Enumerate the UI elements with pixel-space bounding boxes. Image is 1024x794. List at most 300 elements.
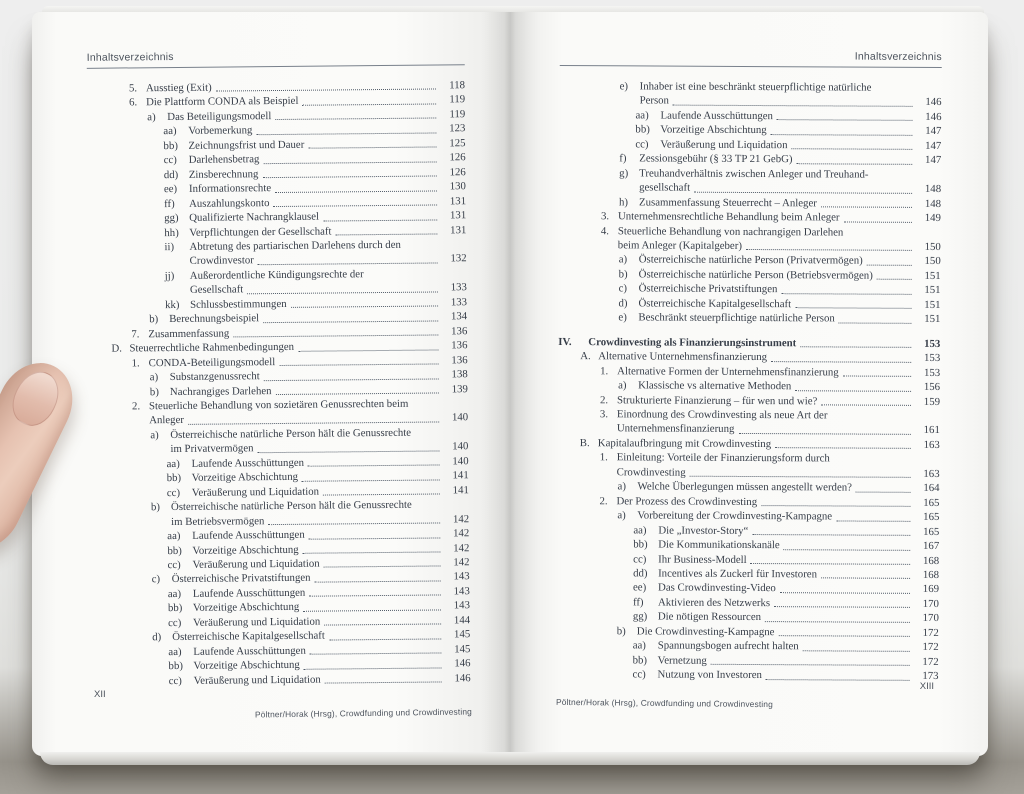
toc-entry-text: Beschränkt steuerpflichtige natürliche Person [638,311,835,325]
toc-entry-label: a) [617,480,626,493]
toc-entry [89,266,467,299]
page-left-content [87,48,472,758]
toc-entry-text: Veräußerung und Liquidation [193,673,321,687]
toc-entry-body [639,152,941,168]
dot-leader [303,551,441,553]
toc-entry-text: Die Crowdinvesting-Kampagne [636,625,775,638]
toc-entry-text: Unternehmensfinanzierung [616,422,735,436]
toc-entry-text: Veräußerung und Liquidation [192,557,320,571]
toc-entry-text: Laufende Ausschüttungen [191,456,305,470]
dot-leader [310,653,442,655]
toc-page-number: 131 [450,223,467,236]
toc-page-number: 165 [923,496,940,509]
toc-entry-body [639,253,941,269]
dot-leader [761,505,910,507]
toc-entry-label: cc) [632,668,646,681]
toc-entry-body [639,166,941,196]
toc-entry-text: Strukturierte Finanzierung – für wen und wie? [616,393,818,407]
toc-entry-label: bb) [168,660,183,673]
toc-page-number: 131 [449,209,467,222]
dot-leader [276,392,439,395]
dot-leader [309,595,441,597]
toc-entry-body [639,267,941,283]
toc-entry-text: Berechnungsbeispiel [169,312,260,326]
dot-leader [315,580,441,582]
toc-page-number: 125 [449,137,466,150]
toc-page-number: 145 [453,628,471,641]
toc-entry-label: b) [150,501,161,514]
page-header: Inhaltsverzeichnis [560,49,942,68]
dot-leader [795,307,911,309]
toc-entry-text: Österreichische Privatstiftungen [171,572,311,586]
toc-entry-label: dd) [633,567,648,580]
toc-page-number: 123 [449,122,466,135]
toc-entry-label: d) [152,631,162,644]
toc-page-number: 151 [924,284,941,297]
toc-entry-label: b) [618,268,628,281]
toc-entry-label: a) [618,253,628,266]
dot-leader [821,404,911,405]
toc-entry-text: Laufende Ausschüttungen [192,586,306,600]
toc-entry-body [617,451,940,482]
toc-page-number: 163 [923,438,940,451]
toc-page-number: 169 [922,583,940,596]
toc-page-number: 126 [449,165,466,179]
toc-entry [90,396,468,429]
toc-entry-text: Zusammenfassung [148,327,230,340]
dot-leader [821,206,912,207]
toc-entry-text: Die nötigen Ressourcen [657,610,762,624]
dot-leader [784,549,911,551]
dot-leader [279,364,438,367]
toc-entry-body [171,497,469,529]
toc-entry [557,494,939,510]
toc-entry-label: jj) [164,269,175,282]
dot-leader [323,219,437,221]
book-page-left [32,12,510,756]
dot-leader [774,606,910,608]
toc-entry-label: bb) [632,654,648,667]
toc-entry-text: Steuerrechtliche Rahmenbedingungen [129,341,295,355]
dot-leader [765,621,910,623]
toc-entry-text: Österreichische Kapitalgesellschaft [172,629,325,644]
dot-leader [797,163,913,165]
toc-entry-text: Person [639,94,670,108]
dot-leader [775,447,911,449]
dot-leader [877,279,912,280]
toc-entry-body [149,396,468,428]
toc-entry-label: 2. [599,393,609,406]
toc-page-number: 143 [453,585,470,598]
toc-entry-label: 1. [599,451,608,464]
toc-entry-label: aa) [632,639,646,652]
toc-entry-body [660,108,941,124]
toc-entry-text: Aktivieren des Netzwerks [657,596,771,609]
toc-entry-body [658,523,939,539]
dot-leader [258,450,440,453]
toc-entry-body [638,296,940,312]
toc-entry-body [638,311,940,327]
toc-entry-label: cc) [633,552,647,565]
toc-entry-label: IV. [558,335,572,348]
toc-entry-text: Die „Investor-Story“ [658,524,749,537]
toc-entry-text: Laufende Ausschüttungen [192,528,305,542]
toc-entry-body [194,671,471,688]
dot-leader [856,491,911,492]
dot-leader [867,265,912,266]
toc-entry-text: Vorbemerkung [188,124,253,138]
dot-leader [258,262,438,265]
dot-leader [275,190,437,193]
toc-page-number: 132 [450,252,467,265]
toc-entry-body [658,639,939,655]
toc-entry-text: Spannungsbogen aufrecht halten [657,639,799,653]
toc-entry-text: Qualifizierte Nachrangklausel [189,210,320,224]
toc-entry-label: aa) [635,109,649,122]
toc-entry-body [658,581,939,597]
toc-entry-body [660,123,941,139]
toc-entry-text: Einordnung des Crowdinvesting als neue Art der [616,408,828,422]
dot-leader [836,520,910,521]
dot-leader [233,335,438,338]
toc-entry-body [658,610,939,626]
toc-entry-text: Österreichische Privatstiftungen [638,282,778,296]
toc-page-number: 147 [925,125,942,138]
thumb-nail [5,364,67,433]
dot-leader [751,563,911,565]
toc-page-number: 143 [453,570,470,583]
toc-page-number: 136 [451,339,468,352]
toc-entry-text: Nachrangiges Darlehen [169,384,272,398]
toc-entry-text: Laufende Ausschüttungen [193,644,306,658]
toc-entry-text: Substanzgenussrecht [169,370,260,384]
dot-leader [690,476,911,478]
toc-page-number: 138 [451,368,468,381]
toc-entry-label: a) [147,111,156,124]
dot-leader [335,233,437,235]
toc-entry-label: b) [149,385,159,398]
dot-leader [262,176,436,179]
dot-leader [777,120,913,122]
toc-entry-label: cc) [168,616,182,629]
toc-entry-label: cc) [635,138,649,151]
toc-entry [560,79,942,110]
toc-page-number: 168 [922,568,940,581]
toc-list [87,78,471,689]
toc-page-number: 134 [450,310,468,323]
dot-leader [325,681,442,683]
toc-entry-label: e) [619,80,629,93]
toc-page-number: 142 [453,556,470,569]
dot-leader [188,421,439,424]
toc-entry [88,237,466,270]
toc-entry-label: 5. [128,82,138,95]
toc-entry-body [170,425,468,457]
toc-entry [557,667,939,683]
toc-entry-text: Das Beteiligungsmodell [167,109,272,123]
dot-leader [803,650,910,652]
dot-leader [694,191,912,193]
toc-page-number: 168 [922,554,940,567]
dot-leader [302,479,440,481]
toc-entry-label: gg) [632,610,648,623]
toc-page-number: 126 [449,151,466,164]
dot-leader [308,147,436,149]
toc-page-number: 165 [923,525,940,538]
toc-page-number: 172 [922,626,939,639]
toc-entry [558,450,940,481]
toc-entry-body [639,282,941,298]
page-number-roman: XII [94,689,106,700]
dot-leader [273,205,437,208]
dot-leader [839,322,912,323]
toc-entry-text: Verpflichtungen der Gesellschaft [189,225,332,239]
toc-entry-text: Veräußerung und Liquidation [660,138,788,152]
toc-entry-text: Crowdinvestor [189,254,254,268]
toc-entry [558,407,940,438]
toc-page-number: 159 [923,395,941,408]
toc-entry-body [640,79,942,109]
toc-page-number: 151 [924,313,941,326]
toc-entry-label: 1. [600,364,609,377]
dot-leader [324,566,441,568]
toc-entry-text: Steuerliche Behandlung von sozietären Genussrechten beim [148,397,409,413]
toc-page-number: 136 [451,353,468,366]
toc-entry-text: Welche Überlegungen müssen angestellt werden? [637,480,852,494]
dot-leader [771,361,911,363]
toc-page-number: 143 [453,599,471,612]
dot-leader [323,494,440,496]
page-header: Inhaltsverzeichnis [87,48,465,69]
toc-entry-text: Österreichische natürliche Person (Privatvermögen) [638,253,863,268]
toc-entry-text: Außerordentliche Kündigungsrechte der [189,268,364,282]
toc-entry [91,497,469,530]
dot-leader [844,221,912,222]
dot-leader [303,609,441,611]
toc-entry-label: a) [150,429,159,442]
toc-entry-label: c) [618,282,628,295]
toc-entry-label: b) [616,625,626,638]
toc-page-number: 164 [923,482,940,495]
toc-page-number: 141 [452,483,469,497]
dot-leader [263,161,436,164]
toc-entry-text: Crowdinvesting [616,466,686,479]
toc-page-number: 146 [454,657,471,670]
toc-entry-label: e) [618,311,627,324]
running-footer: Pöltner/Horak (Hrsg), Crowdfunding und Crowdinvesting [254,706,473,720]
dot-leader [711,664,910,666]
dot-leader [752,534,910,536]
dot-leader [324,624,441,626]
toc-entry-label: ee) [632,581,647,594]
toc-entry-label: hh) [164,226,179,239]
dot-leader [291,306,438,308]
toc-entry-body [638,378,940,394]
toc-entry-text: Das Crowdinvesting-Video [657,581,776,595]
toc-entry-text: Incentives als Zuckerl für Investoren [658,567,818,581]
toc-entry-text: Laufende Ausschüttungen [660,109,773,123]
dot-leader [766,679,910,681]
toc-page-number: 167 [923,539,940,553]
toc-entry-label: aa) [163,125,177,138]
toc-entry [90,425,468,458]
toc-entry-text: gesellschaft [639,181,691,194]
dot-leader [308,465,440,467]
toc-entry-label: bb) [633,538,648,551]
dot-leader [302,103,436,105]
toc-entry-text: Auszahlungskonto [189,196,270,210]
toc-entry-label: a) [618,379,627,392]
toc-entry-text: Ausstieg (Exit) [145,81,212,95]
toc-entry-label: a) [149,371,159,384]
toc-entry-label: D. [111,342,123,355]
toc-entry-body [658,668,939,684]
toc-page-number: 140 [452,454,469,468]
toc-page-number: 151 [924,269,941,282]
toc-page-number: 142 [452,527,470,540]
toc-entry-text: Österreichische natürliche Person hält die Genussrechte [170,426,412,441]
toc-entry-label: g) [619,167,629,180]
toc-entry-body [190,266,467,298]
toc-entry-body [660,137,941,153]
dot-leader [275,118,436,121]
toc-page-number: 156 [923,380,941,394]
toc-entry-label: cc) [163,154,177,167]
toc-entry-label: 4. [600,224,610,237]
dot-leader [247,291,438,294]
toc-entry-text: Inhaber ist eine beschränkt steuerpflichtige natürliche [639,80,872,94]
toc-page-number: 118 [449,79,466,92]
toc-entry [558,364,940,380]
toc-entry-label: A. [580,350,591,363]
toc-entry-text: CONDA-Beteiligungsmodell [148,355,276,369]
toc-page-number: 140 [451,411,469,424]
toc-entry-text: Alternative Unternehmensfinanzierung [598,350,768,364]
toc-entry-text: Zinsberechnung [188,167,259,181]
dot-leader [263,320,438,323]
toc-entry-text: Informationsrechte [188,182,272,196]
toc-entry [93,671,471,689]
toc-page-number: 133 [450,281,467,294]
toc-page-number: 151 [924,298,941,311]
toc-entry-label: a) [617,509,626,522]
toc-entry-text: Treuhandverhältnis zwischen Anleger und Treuhand- [639,167,869,181]
toc-entry-text: Crowdinvesting als Finanzierungsinstrument [588,335,797,349]
toc-entry-text: Anleger [149,414,185,427]
toc-entry-label: 6. [129,96,138,109]
toc-page-number: 131 [449,194,467,207]
toc-entry-text: beim Anleger (Kapitalgeber) [617,239,742,252]
toc-entry [559,166,941,197]
toc-page-number: 148 [924,183,942,196]
toc-page-number: 130 [449,180,466,193]
dot-leader [256,132,436,135]
toc-entry-label: bb) [167,602,183,615]
toc-entry-body [617,407,940,438]
toc-entry-label: b) [149,313,159,326]
toc-entry-label: 2. [131,400,141,413]
toc-page-number: 153 [924,337,941,350]
toc-entry-text: Die Kommunikationskanäle [658,538,780,552]
toc-entry-text: Die Plattform CONDA als Beispiel [146,95,299,109]
dot-leader [673,105,913,107]
toc-entry-label: aa) [633,523,647,537]
toc-page-number: 144 [453,613,471,627]
dot-leader [268,523,440,526]
toc-entry-text: Schlussbestimmungen [189,297,287,311]
toc-entry-label: aa) [166,457,180,470]
page-right-content [556,49,942,757]
toc-page-number: 161 [923,424,940,437]
toc-page-number: 145 [454,642,471,656]
toc-entry-text: Vorbereitung der Crowdinvesting-Kampagne [637,509,833,523]
toc-page-number: 165 [923,511,940,524]
toc-entry-label: 1. [131,356,140,370]
toc-entry-label: kk) [164,298,180,311]
toc-entry-text: Vorzeitige Abschichtung [193,658,300,672]
toc-entry-text: Kapitalaufbringung mit Crowdinvesting [597,437,772,450]
toc-page-number: 172 [922,641,939,654]
toc-entry-body [658,566,939,582]
toc-entry-text: Vernetzung [657,654,707,667]
toc-page-number: 146 [454,671,471,684]
toc-entry-text: Gesellschaft [189,283,244,297]
toc-entry-body [658,538,939,554]
toc-entry-text: Veräußerung und Liquidation [191,485,320,499]
dot-leader [780,592,910,594]
book-page-right [510,12,988,756]
toc-entry-body [658,552,939,568]
toc-page-number: 140 [452,440,469,453]
dot-leader [216,89,436,92]
toc-entry-text: Österreichische natürliche Person hält die Genussrechte [170,498,412,514]
toc-entry-text: Zeichnungsfrist und Dauer [188,138,305,152]
toc-page-number: 170 [922,597,939,610]
toc-entry-text: Klassische vs alternative Methoden [638,379,792,393]
toc-entry-label: f) [619,152,627,165]
toc-page-number: 119 [449,93,466,106]
toc-entry-text: Einleitung: Vorteile der Finanzierungsform durch [616,451,830,465]
toc-entry-text: Vorzeitige Abschichtung [660,123,767,137]
dot-leader [795,390,911,392]
toc-entry-label: aa) [167,529,181,543]
toc-entry-text: im Betriebsvermögen [171,514,265,528]
toc-entry [558,310,940,326]
dot-leader [791,148,912,150]
toc-entry-text: Österreichische natürliche Person (Betriebsvermögen) [638,268,873,282]
toc-entry-text: Vorzeitige Abschichtung [192,601,300,615]
toc-entry-label: aa) [167,587,182,600]
toc-page-number: 142 [452,512,470,525]
toc-entry-body [638,480,940,496]
toc-entry-text: Vorzeitige Abschichtung [192,543,299,557]
toc-entry-label: c) [151,573,161,586]
dot-leader [800,346,911,348]
toc-entry-label: 3. [599,408,609,421]
toc-entry-label: gg) [164,212,179,225]
dot-leader [304,667,442,669]
toc-entry-text: Veräußerung und Liquidation [193,615,321,629]
toc-entry-body [189,237,466,269]
toc-page-number: 147 [925,154,942,167]
dot-leader [843,376,911,377]
toc-entry-text: Steuerliche Behandlung von nachrangigen Darlehen [617,224,844,239]
toc-entry-text: Unternehmensrechtliche Behandlung beim Anleger [617,210,840,224]
toc-entry-text: Österreichische Kapitalgesellschaft [638,297,792,311]
toc-entry-label: bb) [166,472,182,485]
toc-page-number: 146 [925,96,942,109]
dot-leader [309,537,441,539]
